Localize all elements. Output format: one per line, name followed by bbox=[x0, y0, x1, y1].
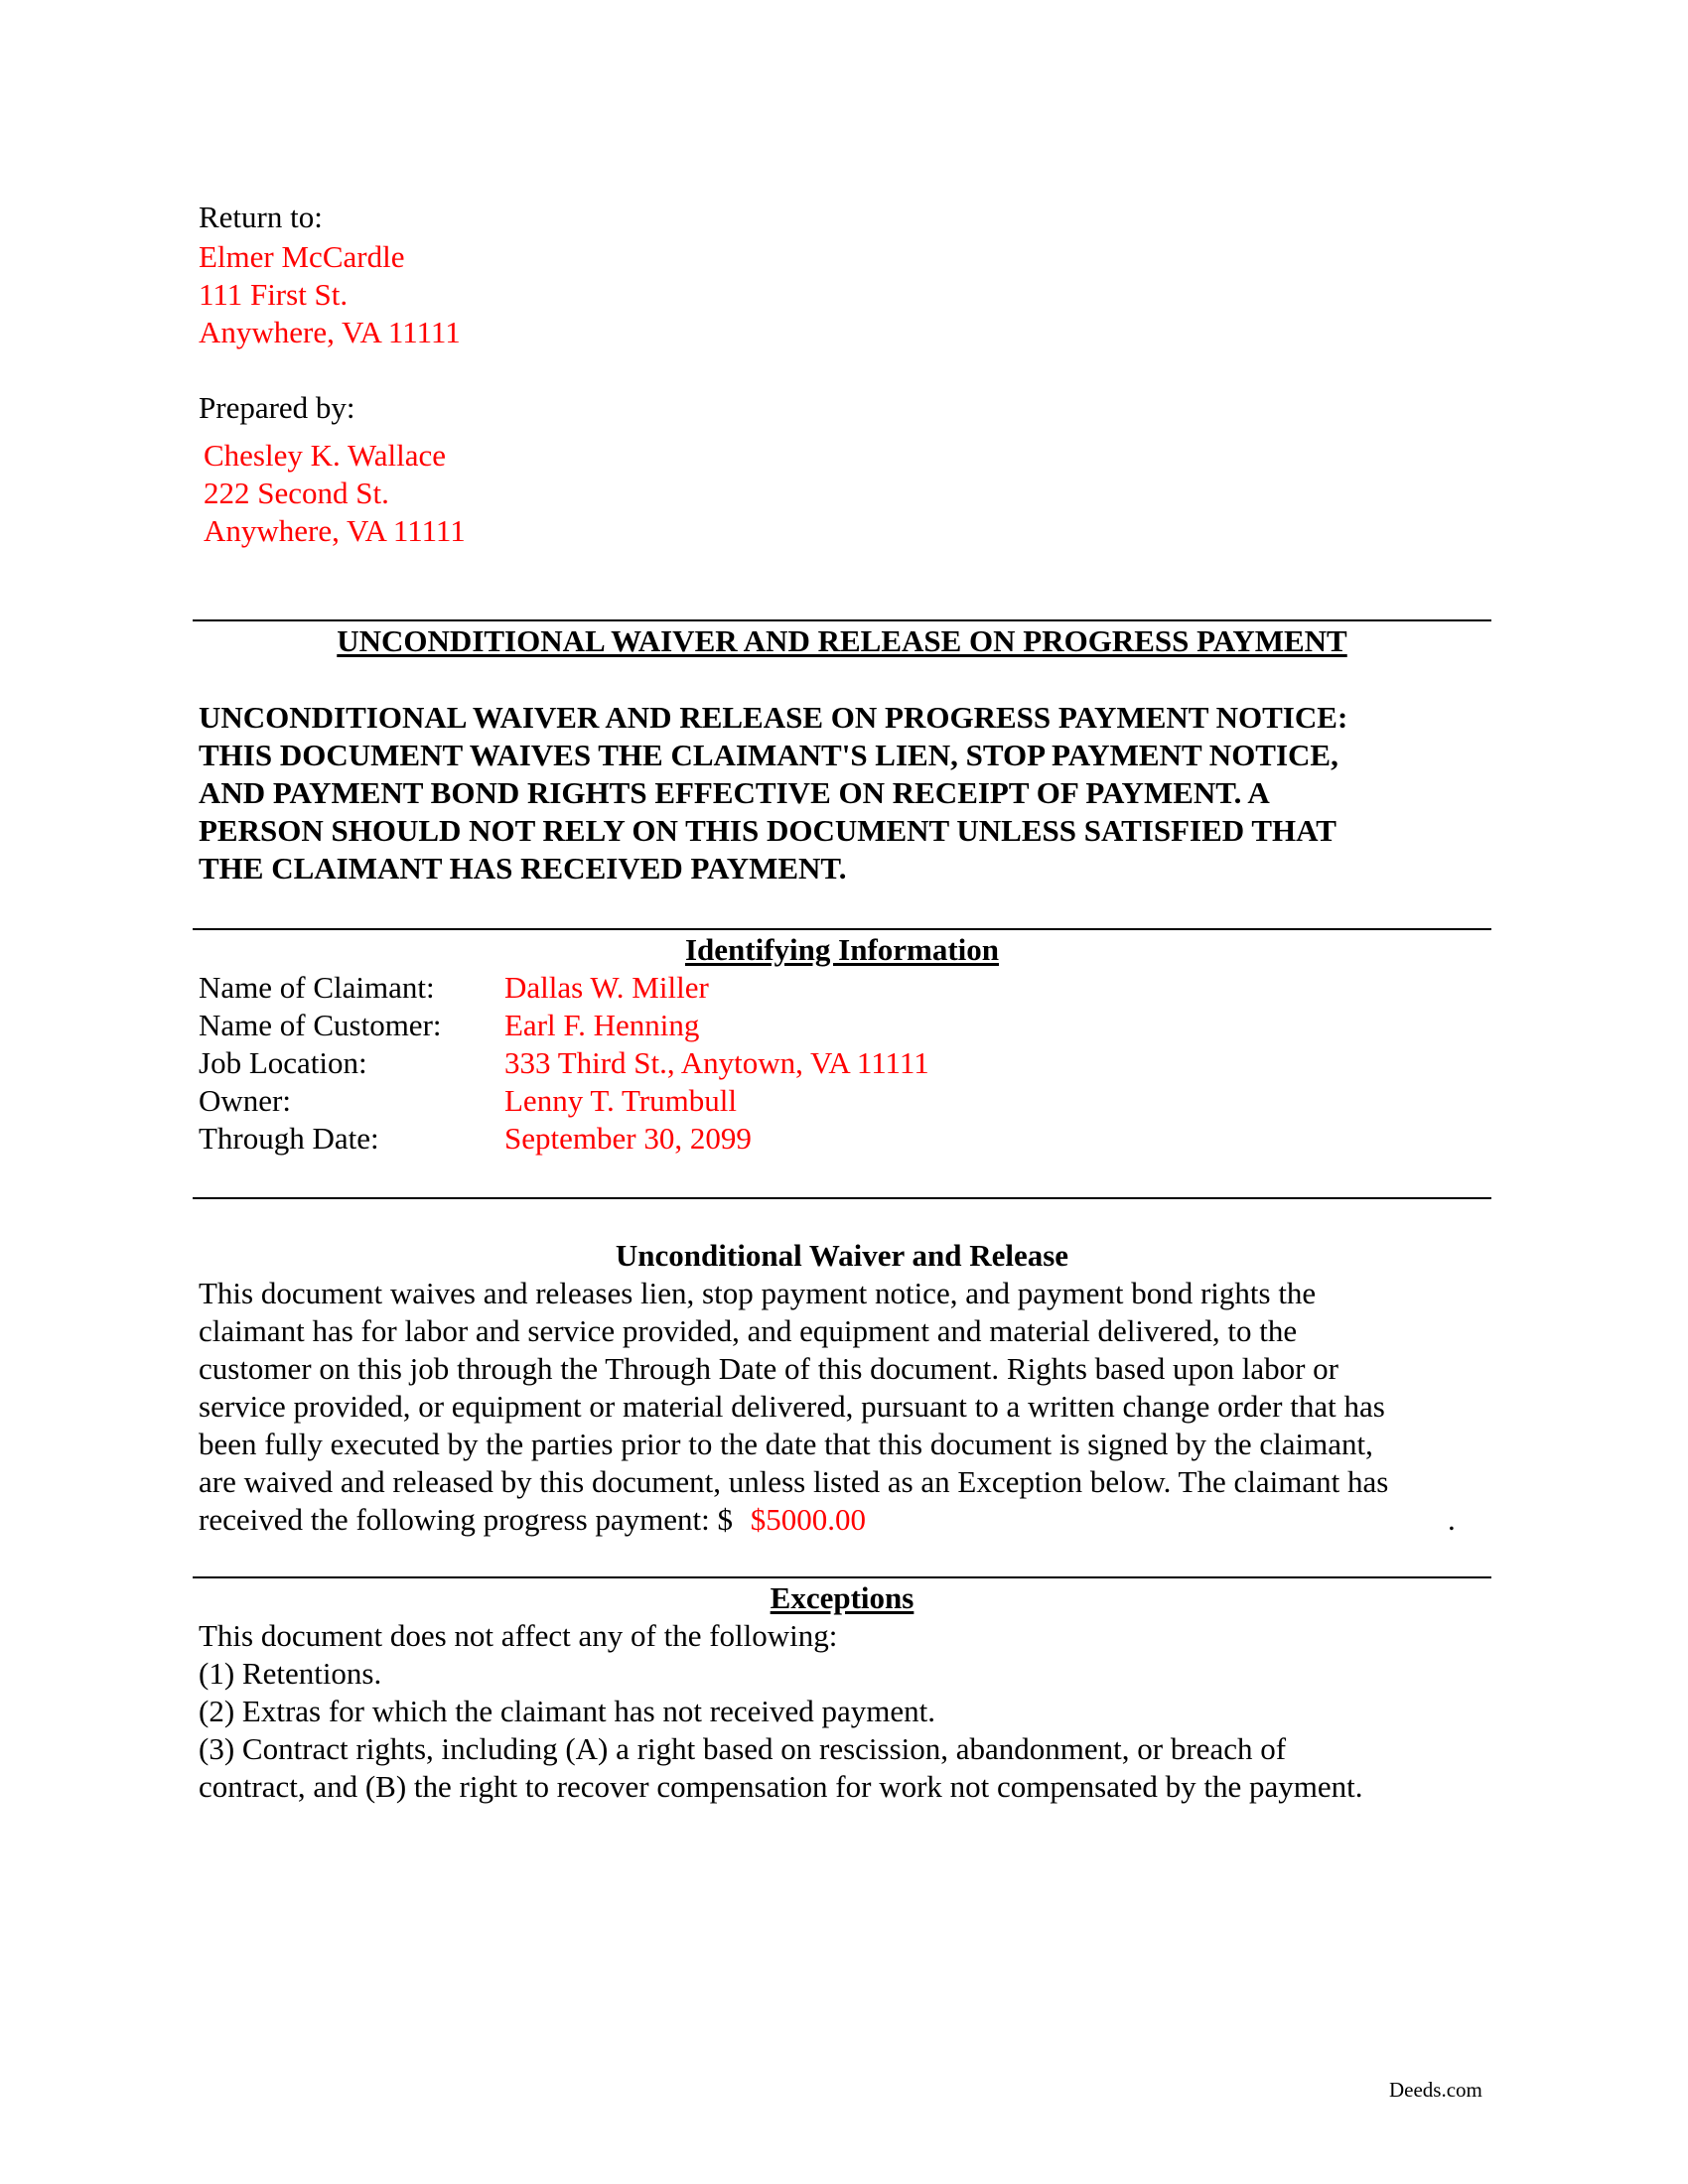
waiver-line: been fully executed by the parties prior to the date that this document is signed by the claimant, bbox=[199, 1427, 1373, 1461]
return-to-block bbox=[199, 199, 461, 351]
claimant-label: Name of Claimant: bbox=[199, 970, 435, 1005]
exception-item: (1) Retentions. bbox=[199, 1656, 382, 1691]
identifying-heading: Identifying Information bbox=[684, 932, 1000, 967]
prepared-by-city: Anywhere, VA 11111 bbox=[204, 513, 466, 548]
divider-top bbox=[193, 619, 1491, 621]
waiver-line: customer on this job through the Through Date of this document. Rights based upon labor or bbox=[199, 1351, 1338, 1386]
through-date-value: September 30, 2099 bbox=[504, 1121, 752, 1156]
prepared-by-block bbox=[199, 389, 466, 550]
notice-line: THIS DOCUMENT WAIVES THE CLAIMANT'S LIEN, STOP PAYMENT NOTICE, bbox=[199, 738, 1338, 772]
notice-block bbox=[199, 699, 1499, 887]
exceptions-heading: Exceptions bbox=[770, 1580, 914, 1615]
waiver-line: This document waives and releases lien, stop payment notice, and payment bond rights the bbox=[199, 1276, 1317, 1310]
notice-line: PERSON SHOULD NOT RELY ON THIS DOCUMENT UNLESS SATISFIED THAT bbox=[199, 813, 1336, 848]
waiver-heading: Unconditional Waiver and Release bbox=[615, 1238, 1069, 1273]
job-location-label: Job Location: bbox=[199, 1045, 367, 1080]
through-date-label: Through Date: bbox=[199, 1121, 379, 1156]
notice-line: THE CLAIMANT HAS RECEIVED PAYMENT. bbox=[199, 851, 847, 886]
return-to-city: Anywhere, VA 11111 bbox=[199, 315, 461, 349]
payment-amount: $5000.00 bbox=[750, 1502, 867, 1537]
customer-label: Name of Customer: bbox=[199, 1008, 442, 1042]
waiver-line: claimant has for labor and service provided, and equipment and material delivered, to the bbox=[199, 1313, 1298, 1348]
waiver-payment-line bbox=[199, 1501, 1489, 1539]
prepared-by-label: Prepared by: bbox=[199, 390, 355, 425]
job-location-value: 333 Third St., Anytown, VA 11111 bbox=[504, 1045, 929, 1080]
waiver-paragraph bbox=[199, 1275, 1489, 1539]
divider-identifying bbox=[193, 928, 1491, 930]
return-to-street: 111 First St. bbox=[199, 277, 349, 312]
owner-label: Owner: bbox=[199, 1083, 291, 1118]
exception-item: (2) Extras for which the claimant has not received payment. bbox=[199, 1694, 936, 1728]
waiver-line: service provided, or equipment or material delivered, pursuant to a written change order that has bbox=[199, 1389, 1385, 1424]
return-to-label: Return to: bbox=[199, 200, 323, 234]
exception-item: (3) Contract rights, including (A) a right based on rescission, abandonment, or breach of bbox=[199, 1731, 1287, 1766]
prepared-by-street: 222 Second St. bbox=[204, 476, 389, 510]
divider-waiver bbox=[193, 1197, 1491, 1199]
exceptions-intro: This document does not affect any of the following: bbox=[199, 1618, 838, 1653]
footer-brand: Deeds.com bbox=[1389, 2078, 1482, 2102]
prepared-by-name: Chesley K. Wallace bbox=[204, 438, 446, 473]
exceptions-list bbox=[199, 1617, 1362, 1806]
notice-line: UNCONDITIONAL WAIVER AND RELEASE ON PROGRESS PAYMENT NOTICE: bbox=[199, 700, 1348, 735]
exception-item: contract, and (B) the right to recover compensation for work not compensated by the payment. bbox=[199, 1769, 1363, 1804]
customer-value: Earl F. Henning bbox=[504, 1008, 700, 1042]
payment-prefix: received the following progress payment: $ bbox=[199, 1502, 734, 1537]
owner-value: Lenny T. Trumbull bbox=[504, 1083, 737, 1118]
payment-period: . bbox=[1448, 1502, 1456, 1537]
document-title: UNCONDITIONAL WAIVER AND RELEASE ON PROGRESS PAYMENT bbox=[337, 623, 1347, 658]
return-to-name: Elmer McCardle bbox=[199, 239, 405, 274]
notice-line: AND PAYMENT BOND RIGHTS EFFECTIVE ON RECEIPT OF PAYMENT. A bbox=[199, 775, 1270, 810]
waiver-line: are waived and released by this document, unless listed as an Exception below. The claimant has bbox=[199, 1464, 1389, 1499]
claimant-value: Dallas W. Miller bbox=[504, 970, 709, 1005]
divider-exceptions bbox=[193, 1576, 1491, 1578]
